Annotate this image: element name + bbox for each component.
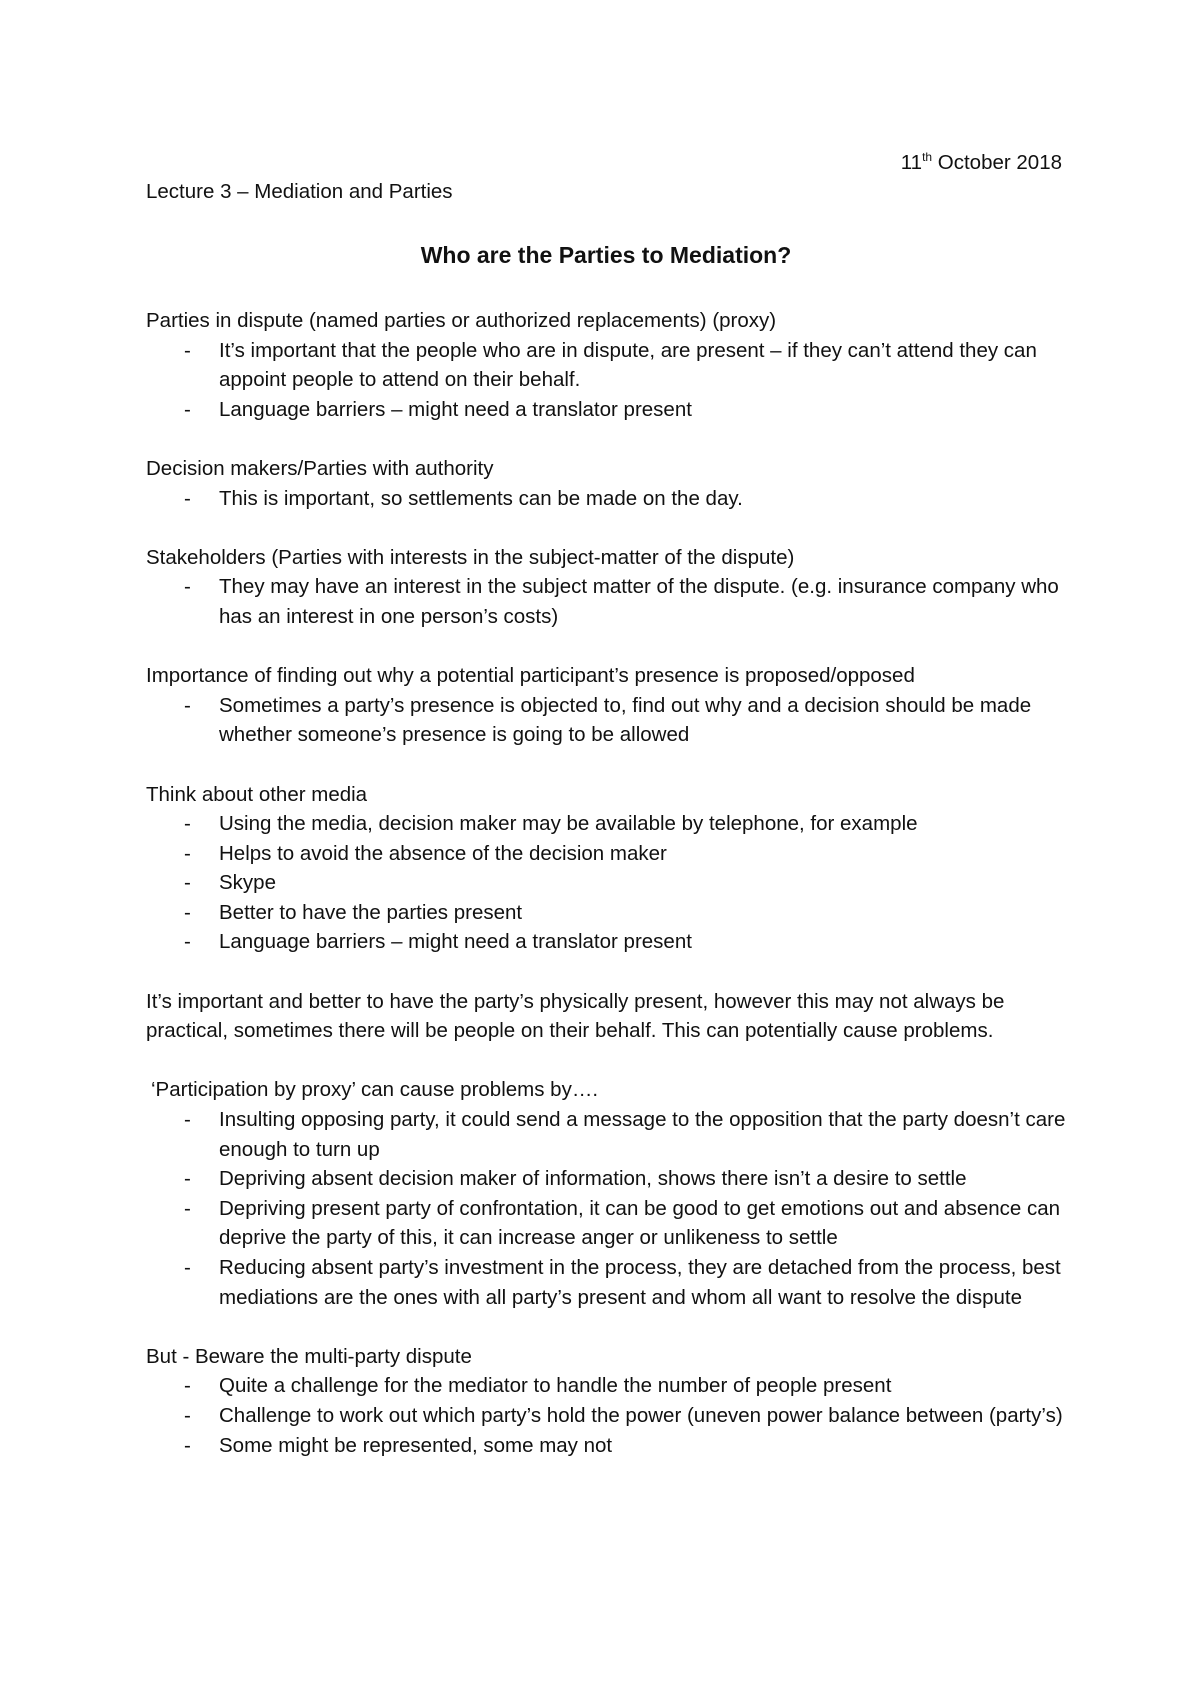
bullet-dash: - bbox=[184, 1196, 191, 1220]
bullet-text: Sometimes a party’s presence is objected to, find out why and a decision should be made whether someone’s presence is going to be allowed bbox=[219, 693, 1032, 747]
bullet-item bbox=[146, 839, 1066, 869]
bullet-dash: - bbox=[184, 486, 191, 510]
section-gap bbox=[146, 513, 1066, 543]
bullet-text: Some might be represented, some may not bbox=[219, 1433, 613, 1457]
bullet-item bbox=[146, 572, 1066, 631]
notes-section bbox=[146, 306, 1066, 424]
notes-section bbox=[146, 1075, 1066, 1312]
section-gap bbox=[146, 750, 1066, 780]
bullet-item bbox=[146, 1431, 1066, 1461]
bullet-text: This is important, so settlements can be made on the day. bbox=[219, 486, 743, 510]
bullet-item bbox=[146, 336, 1066, 395]
bullet-dash: - bbox=[184, 575, 191, 599]
notes-section bbox=[146, 661, 1066, 750]
document-date bbox=[901, 148, 1062, 177]
section-gap bbox=[146, 957, 1066, 987]
bullet-item bbox=[146, 484, 1066, 514]
section-heading: But - Beware the multi-party dispute bbox=[146, 1344, 472, 1368]
bullet-item bbox=[146, 868, 1066, 898]
section-heading: Parties in dispute (named parties or authorized replacements) (proxy) bbox=[146, 309, 777, 332]
section-gap bbox=[146, 1312, 1066, 1342]
date-rest: October 2018 bbox=[932, 151, 1062, 174]
bullet-text: Helps to avoid the absence of the decision maker bbox=[219, 841, 667, 865]
notes-section bbox=[146, 543, 1066, 632]
section-gap bbox=[146, 1046, 1066, 1076]
bullet-dash: - bbox=[184, 1433, 191, 1457]
bullet-item bbox=[146, 1371, 1066, 1401]
bullet-text: Language barriers – might need a translator present bbox=[219, 397, 692, 421]
bullet-item bbox=[146, 1194, 1066, 1253]
bullet-item bbox=[146, 691, 1066, 750]
bullet-dash: - bbox=[184, 1108, 191, 1132]
bullet-text: Using the media, decision maker may be available by telephone, for example bbox=[219, 812, 918, 836]
bullet-dash: - bbox=[184, 841, 191, 865]
bullet-text: Reducing absent party’s investment in the process, they are detached from the process, best mediations are the ones with all party’s present and whom all want to resolve the dispute bbox=[219, 1256, 1061, 1309]
bullet-text: Better to have the parties present bbox=[219, 900, 523, 924]
bullet-dash: - bbox=[184, 338, 191, 362]
lecture-heading: Lecture 3 – Mediation and Parties bbox=[146, 180, 453, 203]
bullet-text: It’s important that the people who are in dispute, are present – if they can’t attend they can appoint people to attend on their behalf. bbox=[219, 338, 1037, 392]
bullet-item bbox=[146, 809, 1066, 839]
bullet-text: They may have an interest in the subject matter of the dispute. (e.g. insurance company who has an interest in one person’s costs) bbox=[219, 575, 1059, 628]
section-heading: Decision makers/Parties with authority bbox=[146, 456, 494, 480]
bullet-text: Quite a challenge for the mediator to handle the number of people present bbox=[219, 1374, 892, 1398]
bullet-item bbox=[146, 927, 1066, 957]
bullet-item bbox=[146, 1401, 1066, 1431]
notes-section bbox=[146, 987, 1066, 1046]
notes-section bbox=[146, 780, 1066, 958]
section-heading: Think about other media bbox=[146, 782, 368, 806]
bullet-item bbox=[146, 1105, 1066, 1164]
notes-body bbox=[146, 306, 1066, 1460]
bullet-item bbox=[146, 1253, 1066, 1312]
section-heading: It’s important and better to have the party’s physically present, however this may not always be practical, sometimes there will be people on their behalf. This can potentially cause problems. bbox=[146, 989, 1005, 1043]
bullet-dash: - bbox=[184, 693, 191, 717]
bullet-dash: - bbox=[184, 1167, 191, 1191]
bullet-dash: - bbox=[184, 930, 191, 954]
bullet-text: Insulting opposing party, it could send a message to the opposition that the party doesn’t care enough to turn up bbox=[219, 1108, 1066, 1161]
bullet-dash: - bbox=[184, 1403, 191, 1427]
bullet-dash: - bbox=[184, 812, 191, 836]
section-heading: Importance of finding out why a potential participant’s presence is proposed/opposed bbox=[146, 664, 915, 688]
bullet-item bbox=[146, 395, 1066, 425]
bullet-dash: - bbox=[184, 900, 191, 924]
bullet-text: Skype bbox=[219, 871, 276, 895]
section-heading: ‘Participation by proxy’ can cause problems by…. bbox=[151, 1078, 599, 1102]
bullet-dash: - bbox=[184, 871, 191, 895]
document-page bbox=[146, 0, 1066, 1698]
section-gap bbox=[146, 424, 1066, 454]
bullet-text: Depriving present party of confrontation, it can be good to get emotions out and absence can deprive the party of this, it can increase anger or unlikeness to settle bbox=[219, 1196, 1061, 1250]
date-day: 11 bbox=[900, 151, 923, 174]
notes-section bbox=[146, 454, 1066, 513]
section-gap bbox=[146, 632, 1066, 662]
section-heading: Stakeholders (Parties with interests in the subject-matter of the dispute) bbox=[146, 545, 795, 569]
bullet-dash: - bbox=[184, 1374, 191, 1398]
bullet-item bbox=[146, 898, 1066, 928]
date-suffix: th bbox=[922, 150, 933, 164]
page-title: Who are the Parties to Mediation? bbox=[420, 242, 792, 268]
bullet-text: Depriving absent decision maker of information, shows there isn’t a desire to settle bbox=[219, 1167, 967, 1191]
bullet-dash: - bbox=[184, 1256, 191, 1279]
bullet-dash: - bbox=[184, 397, 191, 421]
notes-section bbox=[146, 1342, 1066, 1460]
bullet-item bbox=[146, 1164, 1066, 1194]
bullet-text: Challenge to work out which party’s hold the power (uneven power balance between (party’s) bbox=[219, 1403, 1063, 1427]
bullet-text: Language barriers – might need a translator present bbox=[219, 930, 692, 954]
